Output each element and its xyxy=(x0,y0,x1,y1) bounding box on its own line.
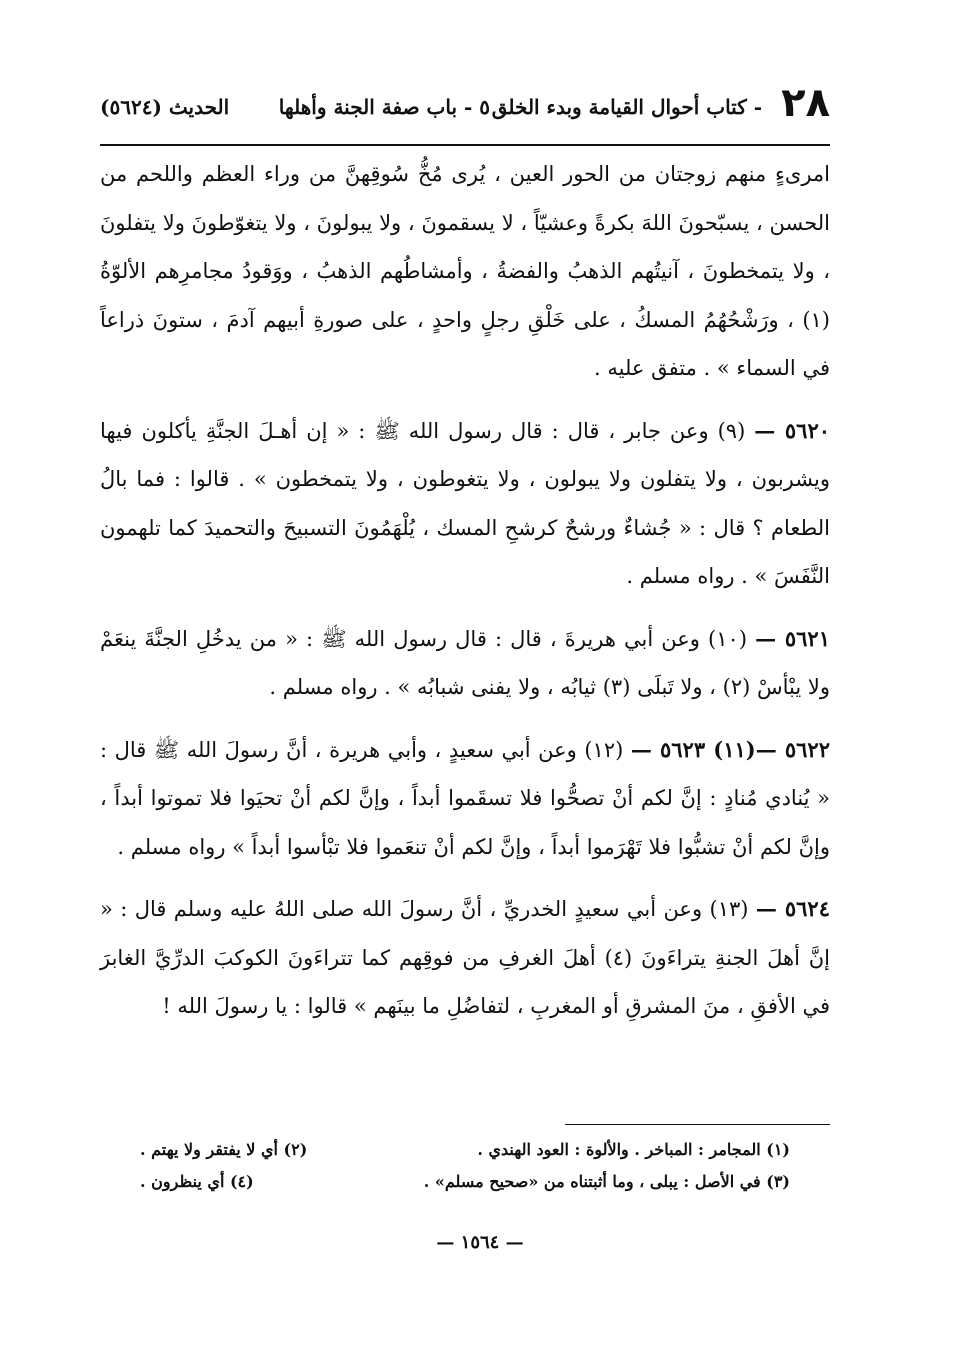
page-number: — ١٥٦٤ — xyxy=(436,1232,524,1253)
hadith-number: ٥٦٢٢ —(١١) ٥٦٢٣ — xyxy=(630,736,830,762)
footnote-4: (٤) أي ينظرون . xyxy=(140,1172,254,1191)
footnote-divider xyxy=(565,1124,830,1125)
chapter-title: ٥ - باب صفة الجنة وأهلها xyxy=(278,95,490,119)
hadith-number: ٥٦٢٠ — xyxy=(754,417,831,443)
footnote-row xyxy=(140,1166,790,1198)
book-title: - كتاب أحوال القيامة وبدء الخلق xyxy=(491,95,762,119)
volume-number: ٢٨ xyxy=(781,80,830,126)
hadith-range: الحديث (٥٦٢٤) xyxy=(100,95,230,119)
hadith-5620 xyxy=(100,407,830,601)
footnote-2: (٢) أي لا يفتقر ولا يهتم . xyxy=(140,1140,308,1159)
paragraph-text: (٩) وعن جابر ، قال : قال رسول الله ﷺ : « إن أهـلَ الجنَّةِ يأكلون فيها ويشربون ، ولا يتفلون ولا يبولون ، ولا يتغوطون ، ولا يتمخطون » . قالوا : فما بالُ الطعام ؟ قال : « جُشاءٌ ورشحٌ كرشحِ المسك ، يُلْهَمُونَ التسبيحَ والتحميدَ كما تلهمون النَّفَسَ » . رواه مسلم . xyxy=(100,418,830,588)
paragraph-continuation xyxy=(100,150,830,393)
paragraph-text: (١٠) وعن أبي هريرةَ ، قال : قال رسول الله ﷺ : « من يدخُلِ الجنَّةَ ينعَمْ ولا يبْأسْ (٢) ، ولا تَبلَى (٣) ثيابُه ، ولا يفنى شبابُه » . رواه مسلم . xyxy=(100,626,830,699)
main-text xyxy=(100,150,830,1031)
paragraph-text: (١٢) وعن أبي سعيدٍ ، وأبي هريرة ، أنَّ رسولَ الله ﷺ قال : « يُنادي مُنادٍ : إنَّ لكم أنْ تصحُّوا فلا تسقَموا أبداً ، وإنَّ لكم أنْ تحيَوا فلا تموتوا أبداً ، وإنَّ لكم أنْ تشبُّوا فلا تَهْرَموا أبداً ، وإنَّ لكم أنْ تنعَموا فلا تبْأسوا أبداً » رواه مسلم . xyxy=(100,737,830,859)
footnote-1: (١) المجامر : المباخر . والألوة : العود الهندي . xyxy=(477,1140,790,1159)
header-divider xyxy=(100,144,830,146)
footnotes xyxy=(140,1134,790,1198)
paragraph-text: امرىءٍ منهم زوجتان من الحور العين ، يُرى مُخُّ سُوقِهنَّ من وراء العظم واللحم من الحسن ، يسبّحونَ اللهَ بكرةً وعشيّاً ، لا يسقمونَ ، ولا يبولونَ ، ولا يتغوّطونَ ولا يتفلونَ ، ولا يتمخطونَ ، آنيتُهم الذهبُ والفضةُ ، وأمشاطُهم الذهبُ ، ووَقودُ مجامرِهم الألوّةُ (١) ، ورَشْحُهُمُ المسكُ ، على خَلْقِ رجلٍ واحدٍ ، على صورةِ أبيهم آدمَ ، ستونَ ذراعاً في السماء » . متفق عليه . xyxy=(100,162,830,380)
paragraph-text: (١٣) وعن أبي سعيدٍ الخدريِّ ، أنَّ رسولَ الله صلى اللهُ عليه وسلم قال : « إنَّ أهلَ الجنةِ يتراءَونَ (٤) أهلَ الغرفِ من فوقِهم كما تتراءَونَ الكوكبَ الدرِّيَّ الغابرَ في الأفقِ ، منَ المشرقِ أو المغربِ ، لتفاضُلِ ما بينَهم » قالوا : يا رسولَ الله ! xyxy=(100,897,830,1018)
hadith-5621 xyxy=(100,615,830,712)
footnote-row xyxy=(140,1134,790,1166)
hadith-number: ٥٦٢٤ — xyxy=(755,896,830,921)
footnote-3: (٣) في الأصل : يبلى ، وما أثبتناه من «صحيح مسلم» . xyxy=(423,1172,790,1191)
hadith-5624 xyxy=(100,885,830,1031)
page-header xyxy=(100,80,830,134)
hadith-number: ٥٦٢١ — xyxy=(755,625,830,651)
hadith-5622-5623 xyxy=(100,726,830,872)
